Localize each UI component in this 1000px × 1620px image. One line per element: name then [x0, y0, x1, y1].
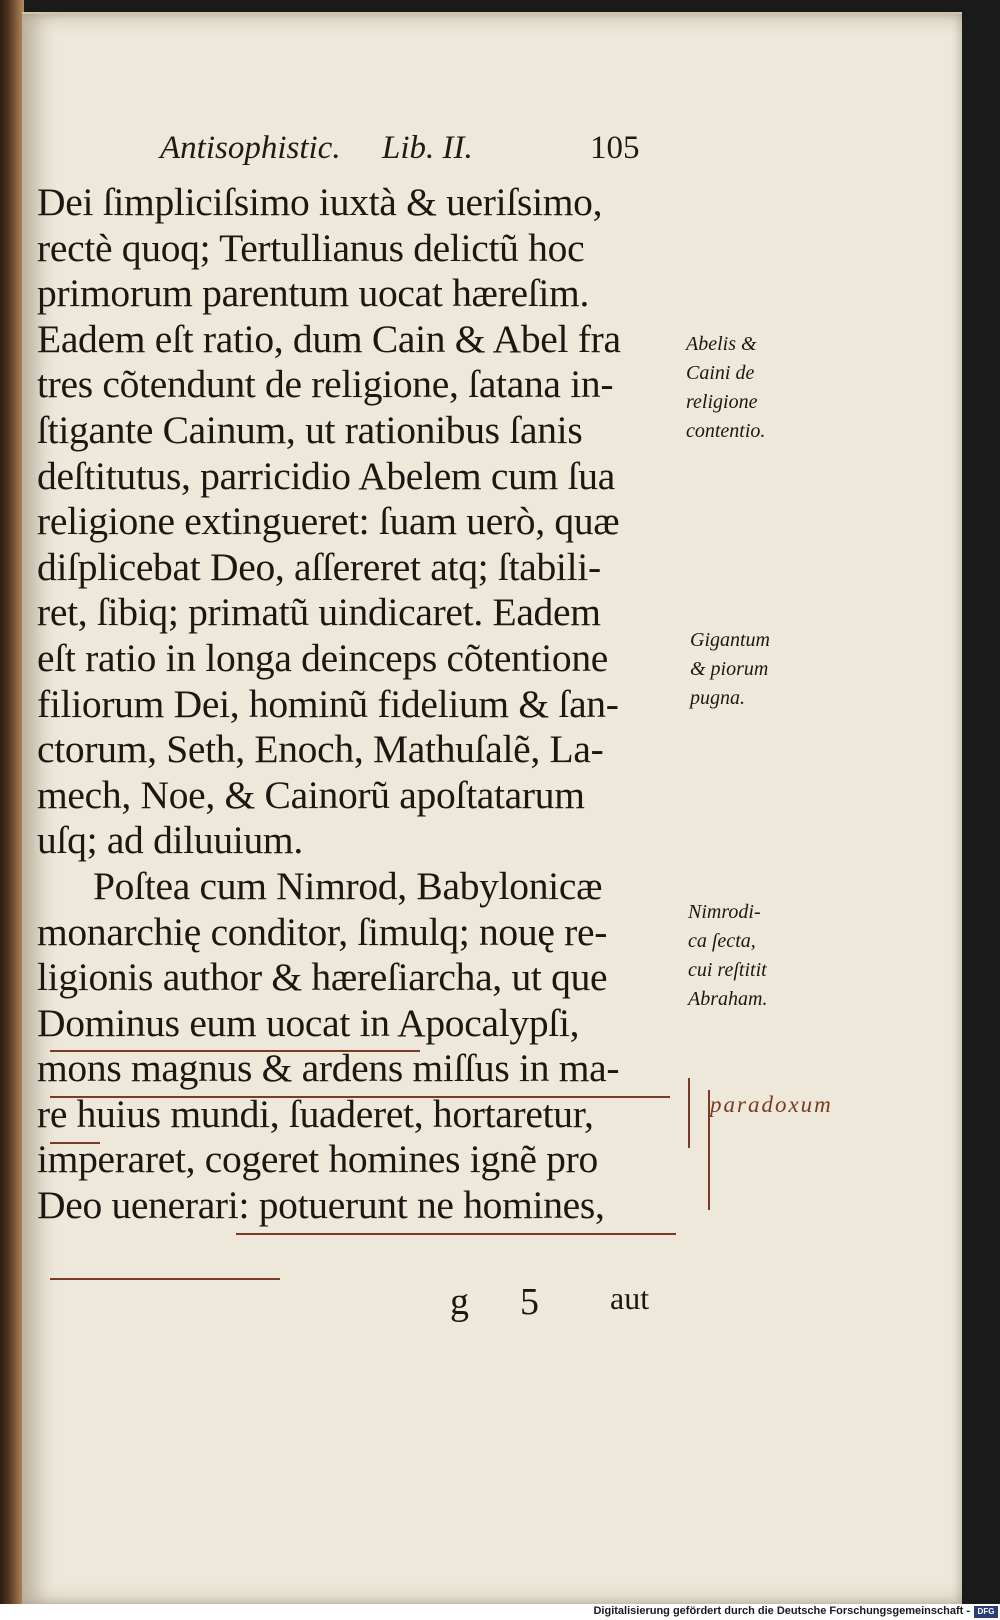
text-line: rectè quoq; Tertullianus delictũ hoc	[37, 225, 585, 270]
book-spine-edge	[0, 0, 24, 1620]
handwritten-underline	[50, 1142, 100, 1144]
margin-note	[686, 330, 836, 446]
text-line: uſq; ad diluuium.	[37, 818, 303, 863]
margin-note	[690, 626, 840, 713]
text-line: monarchię conditor, ſimulq; nouę re-	[37, 909, 608, 954]
margin-note-line: & piorum	[690, 658, 769, 680]
main-text-block	[37, 180, 677, 1229]
signature-mark: g	[450, 1281, 469, 1323]
text-line: Dei ſimpliciſsimo iuxtà & ueriſsimo,	[37, 180, 603, 224]
text-line: religione extingueret: ſuam uerò, quæ	[37, 499, 620, 544]
margin-note-line: Nimrodi-	[688, 901, 761, 923]
margin-note-line: Abelis &	[686, 333, 757, 355]
text-line-paragraph-start: Poſtea cum Nimrod, Babylonicæ	[93, 863, 603, 908]
text-line: diſplicebat Deo, aſſereret atq; ſtabili-	[37, 544, 601, 589]
text-line: ſtigante Cainum, ut rationibus ſanis	[37, 407, 583, 452]
text-line: mons magnus & ardens miſſus in ma-	[37, 1046, 620, 1091]
margin-note-line: ca ſecta,	[688, 930, 756, 952]
text-line: filiorum Dei, hominũ fidelium & ſan-	[37, 681, 619, 726]
handwritten-margin-note: paradoxum	[710, 1092, 833, 1117]
text-line: deſtitutus, parricidio Abelem cum ſua	[37, 453, 615, 498]
running-head-title: Antisophistic.	[160, 130, 341, 166]
margin-note-line: Abraham.	[688, 988, 768, 1010]
margin-note-line: contentio.	[686, 420, 766, 442]
margin-note-line: religione	[686, 391, 758, 413]
running-head	[160, 130, 680, 180]
handwritten-underline	[236, 1233, 676, 1235]
text-line: mech, Noe, & Cainorũ apoſtatarum	[37, 772, 585, 817]
margin-note-line: pugna.	[690, 687, 745, 709]
signature-number: 5	[520, 1281, 539, 1323]
text-line: imperaret, cogeret homines ignẽ pro	[37, 1137, 598, 1182]
text-line: ret, ſibiq; primatũ uindicaret. Eadem	[37, 590, 601, 635]
margin-note-line: cui reſtitit	[688, 959, 767, 981]
funding-credit: Digitalisierung gefördert durch die Deutsche Forschungsgemeinschaft -	[593, 1605, 970, 1617]
digitization-footer	[0, 1604, 1000, 1620]
text-line: ctorum, Seth, Enoch, Mathuſalẽ, La-	[37, 727, 604, 772]
text-line: Deo uenerari: potuerunt ne homines,	[37, 1183, 605, 1228]
text-line: eſt ratio in longa deinceps cõtentione	[37, 635, 609, 680]
handwritten-underline	[50, 1096, 670, 1098]
page-number: 105	[590, 130, 640, 166]
handwritten-underline	[50, 1050, 420, 1052]
text-line: Dominus eum uocat in Apocalypſi,	[37, 1000, 580, 1045]
text-line: Eadem eſt ratio, dum Cain & Abel fra	[37, 316, 621, 361]
handwritten-bracket	[688, 1078, 690, 1148]
catchword: aut	[610, 1280, 650, 1316]
text-line: re huius mundi, ſuaderet, hortaretur,	[37, 1091, 594, 1136]
handwritten-underline	[50, 1278, 280, 1280]
text-line: tres cõtendunt de religione, ſatana in-	[37, 362, 614, 407]
text-line: ligionis author & hæreſiarcha, ut que	[37, 955, 608, 1000]
margin-note-line: Gigantum	[690, 629, 770, 651]
dfg-logo: DFG	[974, 1606, 998, 1618]
margin-note-line: Caini de	[686, 362, 755, 384]
text-line: primorum parentum uocat hæreſim.	[37, 271, 590, 316]
margin-note	[688, 898, 838, 1014]
running-head-book: Lib. II.	[382, 130, 473, 166]
